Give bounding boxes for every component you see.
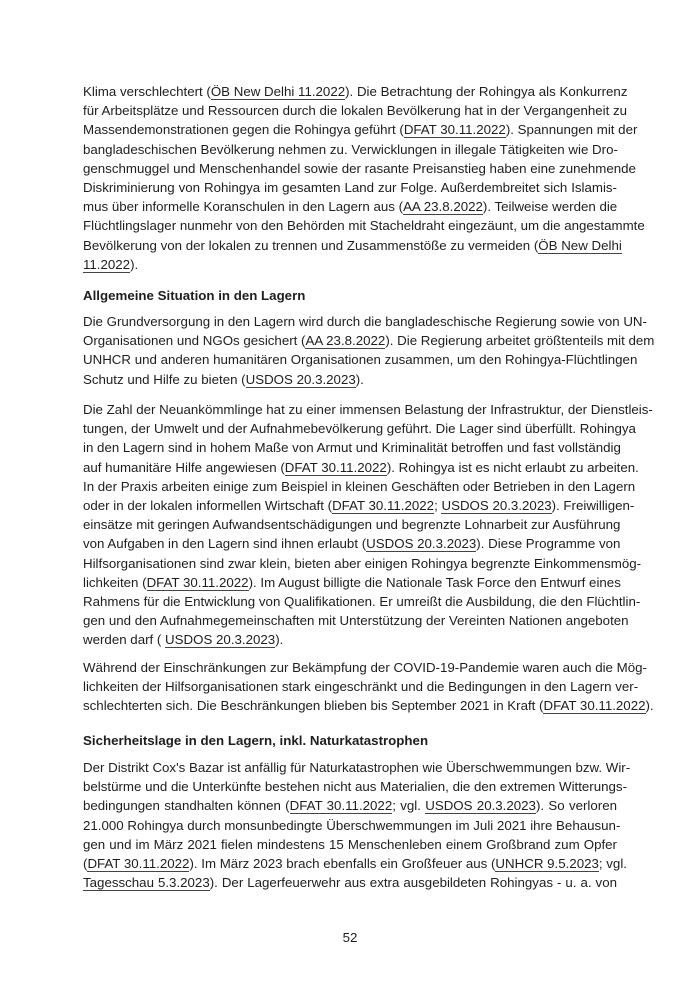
paragraph xyxy=(83,312,655,389)
paragraph xyxy=(83,658,654,716)
text-line xyxy=(83,816,621,835)
text-segment: UNHCR und anderen humanitären Organisationen zusammen, um den Rohingya-Flüchtlingen xyxy=(83,352,638,368)
paragraph xyxy=(83,758,631,892)
text-line xyxy=(83,658,647,677)
text-segment: ). Spannungen mit der xyxy=(505,122,638,138)
text-segment: ; vgl. xyxy=(598,855,627,871)
source-citation-link[interactable]: AA 23.8.2022 xyxy=(403,199,483,215)
text-segment: gen und den Aufnahmegemeinschaften mit Unterstützung der Vereinten Nationen angeboten xyxy=(83,613,629,629)
source-citation-link[interactable]: DFAT 30.11.2022 xyxy=(87,855,190,871)
text-segment: Der Distrikt Cox's Bazar ist anfällig für Naturkatastrophen wie Überschwemmungen bzw. Wir- xyxy=(83,760,631,775)
source-citation-link[interactable]: AA 23.8.2022 xyxy=(305,333,386,349)
text-segment: ( xyxy=(83,855,88,871)
text-segment: Klima verschlechtert ( xyxy=(83,84,211,99)
text-segment: in den Lagern sind in hohem Maße von Armut und Kriminalität betroffen und fast vollständig xyxy=(83,440,621,456)
text-segment: schlechterten sich. Die Beschränkungen blieben bis September 2021 in Kraft ( xyxy=(83,698,544,714)
text-segment: ). Die Regierung arbeitet größtenteils mit dem xyxy=(385,333,655,349)
text-line xyxy=(83,438,621,457)
text-line xyxy=(83,573,621,592)
text-line xyxy=(83,630,617,649)
source-citation-link[interactable]: UNHCR 9.5.2023 xyxy=(495,855,599,871)
text-line xyxy=(83,350,638,369)
text-line xyxy=(83,854,627,873)
text-segment: ). xyxy=(645,698,654,714)
source-citation-link[interactable]: DFAT 30.11.2022 xyxy=(403,122,506,138)
text-segment: ). xyxy=(275,632,284,648)
text-segment: Während der Einschränkungen zur Bekämpfung der COVID-19-Pandemie waren auch die Mög- xyxy=(83,660,647,675)
paragraph xyxy=(83,82,645,274)
text-line xyxy=(83,777,627,796)
text-segment: ). Der Lagerfeuerwehr aus extra ausgebildeten Rohingyas - u. a. von xyxy=(209,875,617,891)
text-line xyxy=(83,873,617,892)
source-citation-link[interactable]: DFAT 30.11.2022 xyxy=(284,459,387,475)
text-line xyxy=(83,796,617,815)
text-line xyxy=(83,178,617,197)
text-line xyxy=(83,370,617,389)
text-segment: ). So verloren xyxy=(535,798,617,814)
text-segment: Organisationen und NGOs gesichert ( xyxy=(83,333,306,349)
text-line xyxy=(83,159,636,178)
text-segment: tungen, der Umwelt und der Aufnahmebevölkerung geführt. Die Lager sind überfüllt. Rohingya xyxy=(83,421,636,437)
text-segment: ; xyxy=(434,497,442,513)
text-line xyxy=(83,197,617,216)
text-segment: bedingungen standhalten können ( xyxy=(83,798,290,814)
text-segment: gen und im März 2021 fielen mindestens 15 Menschenleben einem Großbrand zum Opfer xyxy=(83,836,617,852)
text-segment: Die Grundversorgung in den Lagern wird durch die bangladeschische Regierung sowie von UN- xyxy=(83,314,647,329)
text-line xyxy=(83,835,617,854)
text-line xyxy=(83,419,636,438)
text-line xyxy=(83,592,641,611)
text-segment: oder in der lokalen informellen Wirtschaft ( xyxy=(83,497,333,513)
text-line xyxy=(83,82,628,101)
text-segment: ). Freiwilligen- xyxy=(551,497,635,513)
source-citation-link[interactable]: DFAT 30.11.2022 xyxy=(146,574,249,590)
text-line xyxy=(83,216,645,235)
text-segment: Rahmens für die Entwicklung von Qualifikationen. Er umreißt die Ausbildung, die den Flüchtlin- xyxy=(83,593,641,609)
text-segment: ). xyxy=(355,371,364,387)
text-line xyxy=(83,312,647,331)
text-segment: ). Diese Programme von xyxy=(476,536,621,552)
text-segment: bangladeschischen Bevölkerung nehmen zu. Verwicklungen in illegale Tätigkeiten wie Dro- xyxy=(83,141,618,157)
text-segment: Massendemonstrationen gegen die Rohingya geführt ( xyxy=(83,122,404,138)
text-segment: werden darf ( xyxy=(83,632,166,648)
source-citation-link[interactable]: USDOS 20.3.2023 xyxy=(441,497,552,513)
text-segment: ). Die Betrachtung der Rohingya als Konkurrenz xyxy=(345,84,628,99)
section-heading: Sicherheitslage in den Lagern, inkl. Naturkatastrophen xyxy=(83,733,429,748)
source-citation-link[interactable]: USDOS 20.3.2023 xyxy=(245,371,356,387)
text-line xyxy=(83,611,629,630)
text-line xyxy=(83,236,622,255)
text-segment: ; vgl. xyxy=(392,798,426,814)
text-segment: Diskriminierung von Rohingya im gesamten Land zur Folge. Außerdembreitet sich Islamis- xyxy=(83,179,617,195)
text-line xyxy=(83,140,617,159)
source-citation-link[interactable]: DFAT 30.11.2022 xyxy=(332,497,435,513)
text-segment: ). Rohingya ist es nicht erlaubt zu arbeiten. xyxy=(386,459,639,475)
text-line xyxy=(83,758,631,777)
source-citation-link[interactable]: ÖB New Delhi xyxy=(538,237,622,253)
text-segment: ). xyxy=(130,256,139,272)
text-segment: lichkeiten der Hilfsorganisationen stark eingeschränkt und die Bedingungen in den Lagern ver- xyxy=(83,679,639,695)
source-citation-link[interactable]: DFAT 30.11.2022 xyxy=(543,698,646,714)
text-line xyxy=(83,515,621,534)
text-segment: Die Zahl der Neuankömmlinge hat zu einer immensen Belastung der Infrastruktur, der Dienstleis- xyxy=(83,402,653,417)
text-line xyxy=(83,477,636,496)
text-segment: für Arbeitsplätze und Ressourcen durch die lokalen Bevölkerung hat in der Vergangenheit zu xyxy=(83,103,628,119)
text-segment: Flüchtlingslager nunmehr von den Behörden mit Stacheldraht eingezäunt, um die angestammte xyxy=(83,218,645,234)
text-segment: auf humanitäre Hilfe angewiesen ( xyxy=(83,459,285,475)
text-line xyxy=(83,331,655,350)
text-line xyxy=(83,458,639,477)
text-segment: einsätze mit geringen Aufwandsentschädigungen und begrenzte Lohnarbeit zur Ausführung xyxy=(83,517,621,533)
source-citation-link[interactable]: USDOS 20.3.2023 xyxy=(165,632,276,648)
source-citation-link[interactable]: 11.2022 xyxy=(83,256,131,272)
text-line xyxy=(83,534,621,553)
text-segment: Bevölkerung von der lokalen zu trennen und Zusammenstöße zu vermeiden ( xyxy=(83,237,539,253)
text-line xyxy=(83,101,628,120)
paragraph xyxy=(83,400,653,649)
text-line xyxy=(83,677,639,696)
source-citation-link[interactable]: Tagesschau 5.3.2023 xyxy=(83,875,210,891)
text-line xyxy=(83,255,617,274)
text-segment: ). Teilweise werden die xyxy=(482,199,618,215)
text-line xyxy=(83,400,653,419)
source-citation-link[interactable]: USDOS 20.3.2023 xyxy=(425,798,536,814)
section-heading: Allgemeine Situation in den Lagern xyxy=(83,288,306,303)
text-segment: mus über informelle Koranschulen in den Lagern aus ( xyxy=(83,199,404,215)
text-segment: In der Praxis arbeiten einige zum Beispiel in kleinen Geschäften oder Betrieben in den Lagern xyxy=(83,478,636,494)
text-segment: 21.000 Rohingya durch monsunbedingte Überschwemmungen im Juli 2021 ihre Behausun- xyxy=(83,817,621,833)
text-segment: ). Im August billigte die Nationale Task Force den Entwurf eines xyxy=(248,574,621,590)
source-citation-link[interactable]: USDOS 20.3.2023 xyxy=(366,536,477,552)
text-line xyxy=(83,120,638,139)
page-number: 52 xyxy=(342,930,358,945)
source-citation-link[interactable]: DFAT 30.11.2022 xyxy=(289,798,393,814)
text-line xyxy=(83,696,654,715)
text-segment: Hilfsorganisationen sind zwar klein, bieten aber einigen Rohingya begrenzte Einkommensmög- xyxy=(83,555,642,571)
text-segment: lichkeiten ( xyxy=(83,574,147,590)
text-segment: Schutz und Hilfe zu bieten ( xyxy=(83,371,246,387)
text-segment: ). Im März 2023 brach ebenfalls ein Großfeuer aus ( xyxy=(189,855,496,871)
text-segment: genschmuggel und Menschenhandel sowie der rasante Preisanstieg haben eine zunehmende xyxy=(83,160,636,176)
text-line xyxy=(83,496,635,515)
text-segment: belstürme und die Unterkünfte bestehen nicht aus Materialien, die den extremen Witterungs- xyxy=(83,779,627,795)
text-line xyxy=(83,554,642,573)
source-citation-link[interactable]: ÖB New Delhi 11.2022 xyxy=(210,84,346,99)
text-segment: von Aufgaben in den Lagern sind ihnen erlaubt ( xyxy=(83,536,367,552)
